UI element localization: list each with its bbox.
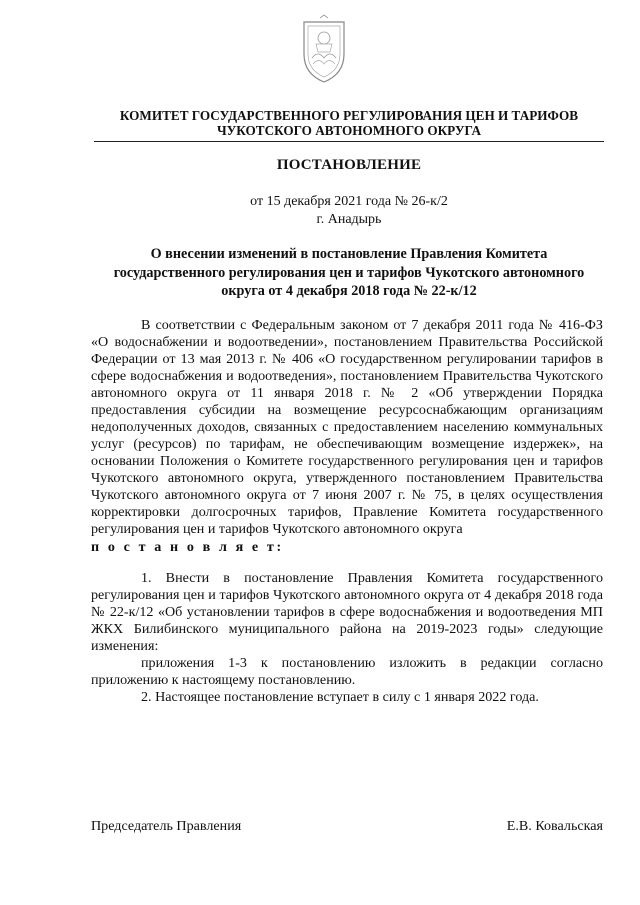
document-title bbox=[94, 245, 604, 301]
document-body bbox=[91, 317, 603, 706]
document-type: ПОСТАНОВЛЕНИЕ bbox=[276, 157, 422, 173]
organization-name bbox=[94, 108, 604, 138]
organization-name-line-2: ЧУКОТСКОГО АВТОНОМНОГО ОКРУГА bbox=[216, 123, 482, 138]
item-1-subparagraph: приложения 1-3 к постановлению изложить в редакции согласно приложению к настоящему постановлению. bbox=[91, 655, 603, 688]
document-city: г. Анадырь bbox=[316, 212, 382, 227]
preamble-paragraph: В соответствии с Федеральным законом от 7 декабря 2011 года № 416-ФЗ «О водоснабжении и водоотведении», постановлением Правительства Российской Федерации от 13 мая 2013 г. № 406 «О государственном регулировании тарифов в сфере водоснабжения и водоотведения», постановлением Правительства Чукотского автономного округа от 11 января 2018 г. № 2 «Об утверждении Порядка предоставления субсидии на возмещение ресурсоснабжающим организациям недополученных доходов, связанных с предоставлением населению коммунальных услуг (ресурсов) по тарифам, не обеспечивающим возмещение издержек», на основании Положения о Комитете государственного регулирования цен и тарифов Чукотского автономного округа, утвержденного постановлением Правительства Чукотского автономного округа от 7 июня 2007 г. № 75, в целях осуществления корректировки долгосрочных тарифов, Правление Комитета государственного регулирования цен и тарифов Чукотского автономного округа bbox=[91, 317, 603, 537]
item-1-paragraph: 1. Внести в постановление Правления Комитета государственного регулирования цен и тарифов Чукотского автономного округа от 4 декабря 2018 года № 22-к/12 «Об установлении тарифов в сфере водоснабжения и водоотведения МП ЖКХ Билибинского муниципального района на 2019-2023 годы» следующие изменения: bbox=[91, 570, 603, 654]
document-date-number: от 15 декабря 2021 года № 26-к/2 bbox=[250, 194, 448, 209]
document-title-line-2: государственного регулирования цен и тарифов Чукотского автономного bbox=[113, 264, 585, 281]
resolves-line: п о с т а н о в л я е т: bbox=[91, 539, 284, 555]
signatory-position: Председатель Правления bbox=[91, 818, 242, 834]
header-divider bbox=[94, 141, 604, 142]
document-title-line-3: округа от 4 декабря 2018 года № 22-к/12 bbox=[221, 283, 477, 299]
organization-name-line-1: КОМИТЕТ ГОСУДАРСТВЕННОГО РЕГУЛИРОВАНИЯ ЦЕН И ТАРИФОВ bbox=[119, 108, 579, 123]
signatory-name: Е.В. Ковальская bbox=[506, 818, 603, 834]
document-title-line-1: О внесении изменений в постановление Правления Комитета bbox=[150, 246, 548, 262]
item-2-paragraph: 2. Настоящее постановление вступает в силу с 1 января 2022 года. bbox=[141, 689, 539, 705]
coat-of-arms-icon bbox=[296, 14, 352, 86]
